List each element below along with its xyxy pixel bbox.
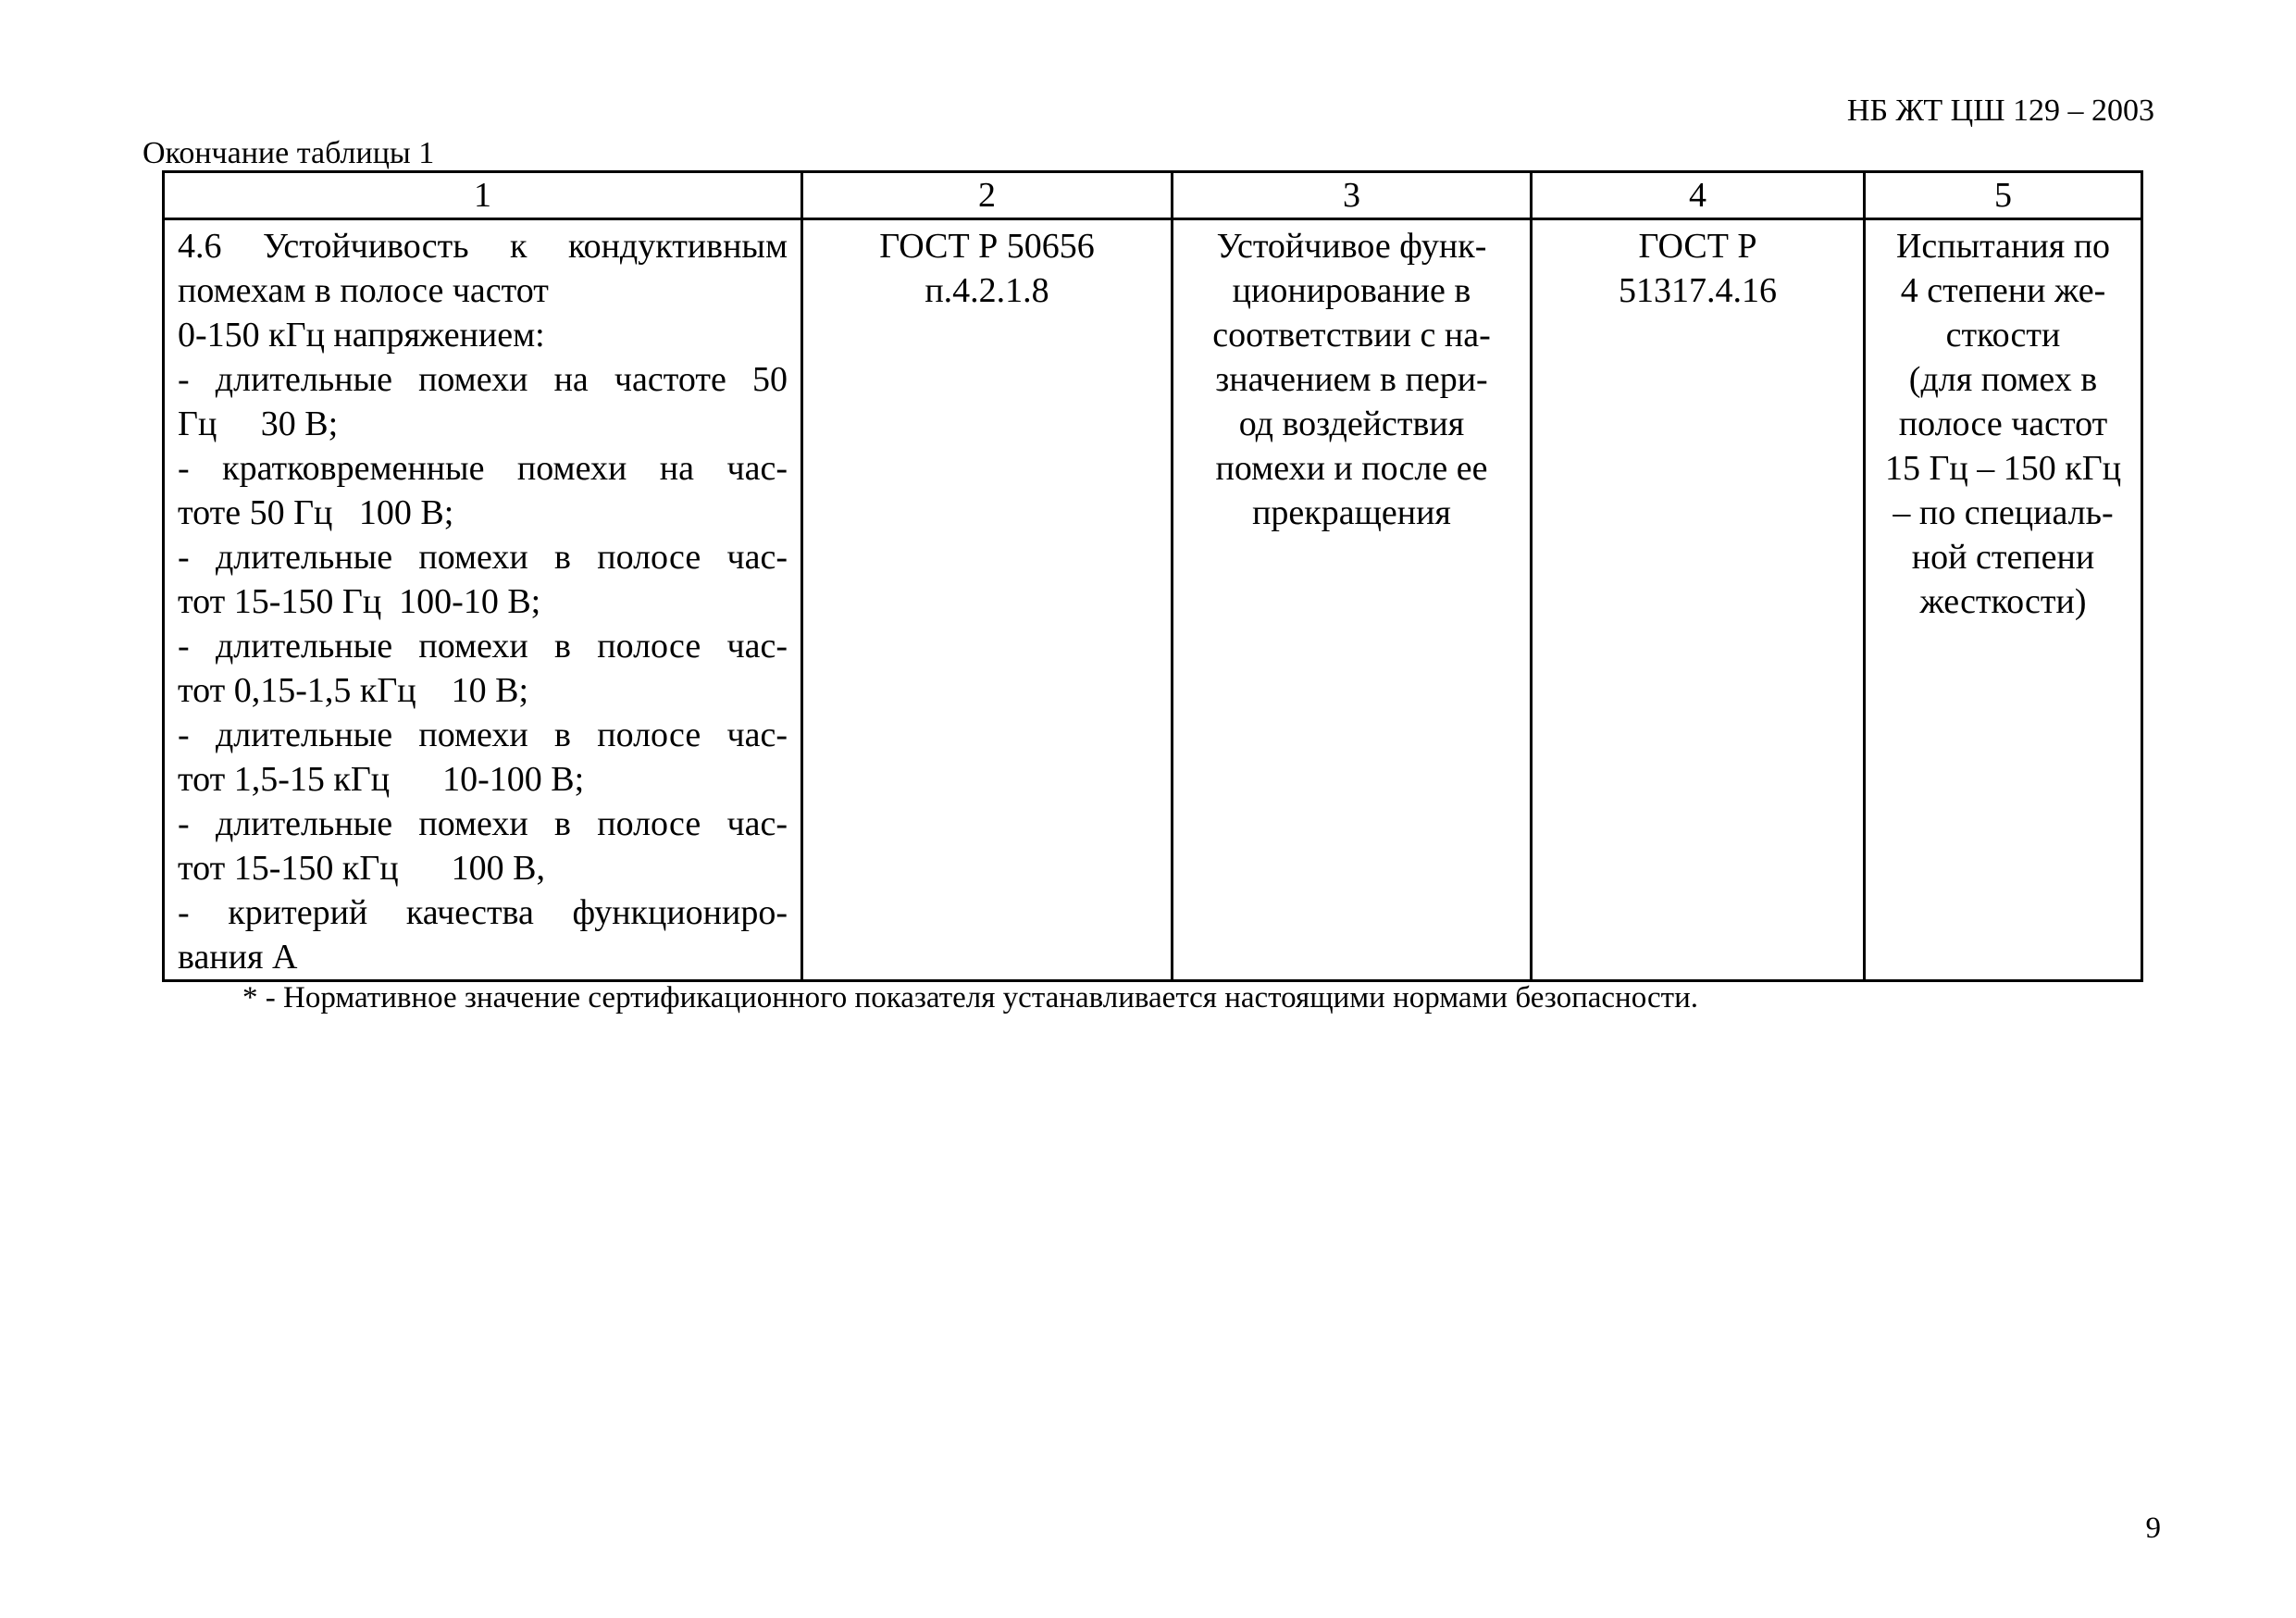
text-line: – по специаль- — [1893, 493, 2114, 532]
column-number-2: 2 — [802, 172, 1173, 219]
text-line: соответствии с на- — [1212, 316, 1491, 355]
text-line: жесткости) — [1919, 582, 2087, 621]
column-number-3: 3 — [1173, 172, 1532, 219]
text-line: - кратковременные помехи на час- — [178, 449, 788, 488]
standard-cell — [1532, 219, 1865, 981]
text-line: п.4.2.1.8 — [925, 271, 1049, 310]
text-line: помехам в полосе частот — [178, 271, 549, 310]
requirement-cell — [1173, 219, 1532, 981]
text-line: прекращения — [1252, 493, 1451, 532]
text-line: тот 1,5-15 кГц 10-100 В; — [178, 760, 585, 799]
text-line: тот 15-150 Гц 100-10 В; — [178, 582, 541, 621]
table-1 — [162, 170, 2141, 982]
notes-cell — [1865, 219, 2142, 981]
text-line: 4 степени же- — [1900, 271, 2106, 310]
text-line: полосе частот — [1898, 404, 2108, 443]
text-line: - длительные помехи в полосе час- — [178, 804, 788, 843]
text-line: од воздействия — [1238, 404, 1465, 443]
column-number-1: 1 — [164, 172, 802, 219]
text-line: - длительные помехи в полосе час- — [178, 627, 788, 666]
column-number-5: 5 — [1865, 172, 2142, 219]
indicator-cell — [164, 219, 802, 981]
table-header-row — [164, 172, 2142, 219]
text-line: значением в пери- — [1215, 360, 1488, 399]
text-line: 51317.4.16 — [1619, 271, 1777, 310]
text-line: Устойчивое функ- — [1216, 227, 1487, 266]
text-line: 4.6 Устойчивость к кондуктивным — [178, 227, 788, 266]
column-number-4: 4 — [1532, 172, 1865, 219]
text-line: Гц 30 В; — [178, 404, 339, 443]
text-line: (для помех в — [1908, 360, 2098, 399]
text-line: помехи и после ее — [1215, 449, 1488, 488]
text-line: ГОСТ Р 50656 — [879, 227, 1095, 266]
text-line: - критерий качества функциониро- — [178, 893, 788, 932]
text-line: 0-150 кГц напряжением: — [178, 316, 545, 355]
text-line: 15 Гц – 150 кГц — [1884, 449, 2122, 488]
text-line: ной степени — [1911, 538, 2095, 577]
text-line: вания А — [178, 938, 298, 977]
text-line: Испытания по — [1895, 227, 2111, 266]
footnote: * - Нормативное значение сертификационного показателя устанавливается настоящими нормами безопасности. — [242, 981, 1698, 1014]
table-caption: Окончание таблицы 1 — [143, 136, 435, 170]
text-line: тоте 50 Гц 100 В; — [178, 493, 454, 532]
text-line: - длительные помехи в полосе час- — [178, 716, 788, 754]
test-method-cell — [802, 219, 1173, 981]
table-row — [164, 219, 2142, 981]
text-line: сткости — [1945, 316, 2061, 355]
text-line: тот 15-150 кГц 100 В, — [178, 849, 545, 888]
text-line: - длительные помехи на частоте 50 — [178, 360, 788, 399]
text-line: тот 0,15-1,5 кГц 10 В; — [178, 671, 529, 710]
page-number: 9 — [2145, 1512, 2161, 1545]
document-code: НБ ЖТ ЦШ 129 – 2003 — [1846, 93, 2154, 128]
text-line: ционирование в — [1232, 271, 1471, 310]
text-line: ГОСТ Р — [1638, 227, 1757, 266]
text-line: - длительные помехи в полосе час- — [178, 538, 788, 577]
